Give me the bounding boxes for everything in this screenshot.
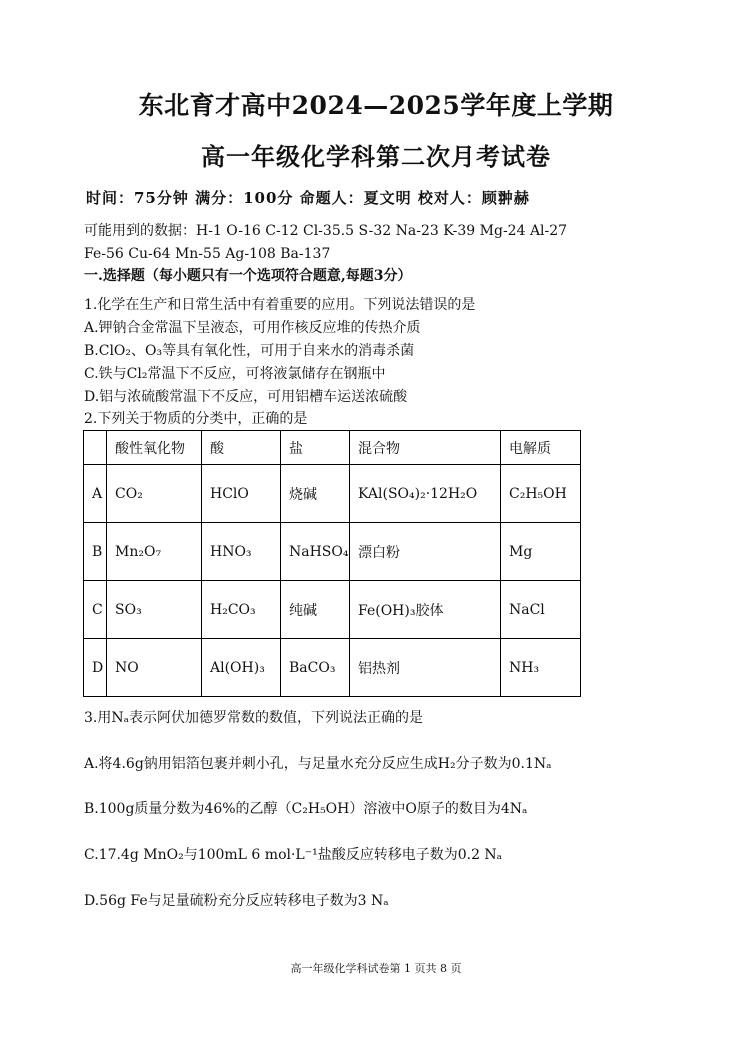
- table-cell: D: [84, 639, 107, 697]
- table-cell: B: [84, 523, 107, 581]
- table-cell: 漂白粉: [350, 523, 501, 581]
- table-cell: SO₃: [107, 581, 202, 639]
- q3-stem: 3.用Nₐ表示阿伏加德罗常数的数值，下列说法正确的是: [84, 710, 424, 726]
- atomic-mass-line-2: Fe-56 Cu-64 Mn-55 Ag-108 Ba-137: [84, 246, 331, 262]
- table-cell: NO: [107, 639, 202, 697]
- table-cell: NaCl: [501, 581, 581, 639]
- table-cell: KAl(SO₄)₂·12H₂O: [350, 465, 501, 523]
- q3-option-d: D.56g Fe与足量硫粉充分反应转移电子数为3 Nₐ: [84, 893, 389, 909]
- classification-table: [83, 430, 581, 697]
- q3-option-a: A.将4.6g钠用铝箔包裹并刺小孔，与足量水充分反应生成H₂分子数为0.1Nₐ: [84, 756, 552, 772]
- q3-option-c: C.17.4g MnO₂与100mL 6 mol·L⁻¹盐酸反应转移电子数为0.2 Nₐ: [84, 847, 503, 863]
- table-cell: 纯碱: [281, 581, 350, 639]
- table-header-cell: 电解质: [501, 431, 581, 465]
- section-heading: 一.选择题（每小题只有一个选项符合题意,每题3分）: [84, 268, 412, 284]
- table-header-cell: 混合物: [350, 431, 501, 465]
- page-subtitle: 高一年级化学科第二次月考试卷: [201, 142, 551, 171]
- exam-meta: 时间：75分钟 满分：100分 命题人：夏文明 校对人：顾翀赫: [86, 189, 530, 207]
- table-header-cell: 酸: [202, 431, 281, 465]
- table-header-cell: 酸性氧化物: [107, 431, 202, 465]
- table-cell: A: [84, 465, 107, 523]
- table-row: [84, 639, 581, 697]
- table-cell: CO₂: [107, 465, 202, 523]
- table-cell: 铝热剂: [350, 639, 501, 697]
- q3-option-b: B.100g质量分数为46%的乙醇（C₂H₅OH）溶液中O原子的数目为4Nₐ: [84, 801, 528, 817]
- q1-stem: 1.化学在生产和日常生活中有着重要的应用。下列说法错误的是: [84, 297, 476, 313]
- table-cell: Mn₂O₇: [107, 523, 202, 581]
- table-cell: NaHSO₄: [281, 523, 350, 581]
- q2-stem: 2.下列关于物质的分类中，正确的是: [84, 411, 308, 427]
- table-cell: HNO₃: [202, 523, 281, 581]
- table-row: [84, 581, 581, 639]
- table-header-cell: [84, 431, 107, 465]
- table-row: [84, 465, 581, 523]
- table-cell: NH₃: [501, 639, 581, 697]
- page-footer: 高一年级化学科试卷第 1 页共 8 页: [290, 962, 462, 975]
- table-header-cell: 盐: [281, 431, 350, 465]
- table-cell: Mg: [501, 523, 581, 581]
- table-row: [84, 523, 581, 581]
- q1-option-b: B.ClO₂、O₃等具有氧化性，可用于自来水的消毒杀菌: [84, 343, 415, 359]
- table-header-row: [84, 431, 581, 465]
- table-cell: Fe(OH)₃胶体: [350, 581, 501, 639]
- table-cell: BaCO₃: [281, 639, 350, 697]
- q1-option-a: A.钾钠合金常温下呈液态，可用作核反应堆的传热介质: [84, 320, 421, 336]
- table-cell: H₂CO₃: [202, 581, 281, 639]
- q1-option-c: C.铁与Cl₂常温下不反应，可将液氯储存在钢瓶中: [84, 366, 386, 382]
- table-cell: C: [84, 581, 107, 639]
- q1-option-d: D.铝与浓硫酸常温下不反应，可用铝槽车运送浓硫酸: [84, 389, 408, 405]
- table-cell: HClO: [202, 465, 281, 523]
- table-cell: C₂H₅OH: [501, 465, 581, 523]
- table-cell: Al(OH)₃: [202, 639, 281, 697]
- table-cell: 烧碱: [281, 465, 350, 523]
- atomic-mass-line-1: 可能用到的数据：H-1 O-16 C-12 Cl-35.5 S-32 Na-23 K-39 Mg-24 Al-27: [84, 223, 568, 239]
- page-title: 东北育才高中2024—2025学年度上学期: [138, 91, 614, 120]
